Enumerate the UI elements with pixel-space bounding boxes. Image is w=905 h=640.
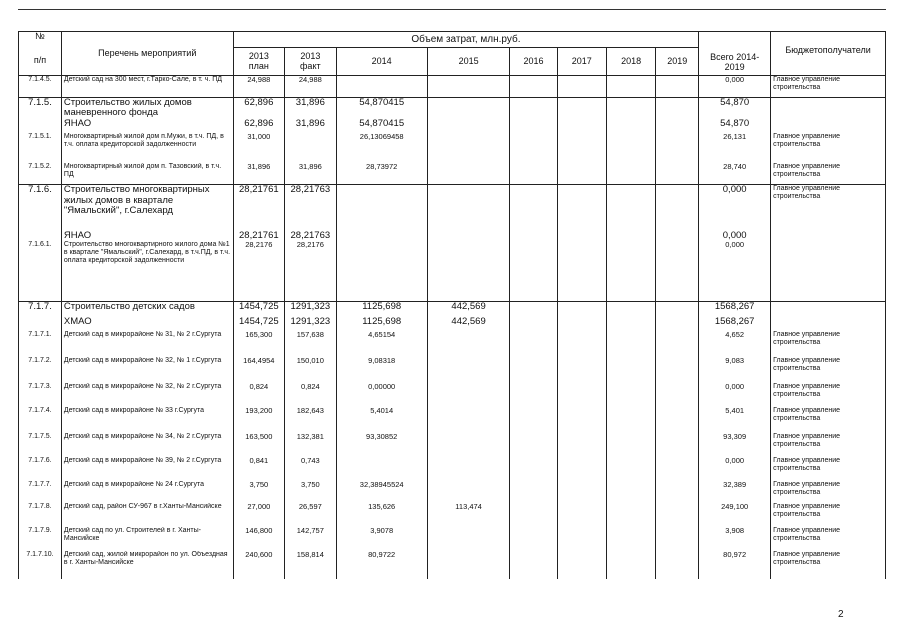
header-2013-plan: 2013 план (233, 48, 285, 76)
row-2014 (336, 457, 427, 481)
row-2013-plan: 1454,725 (233, 301, 285, 317)
row-2014: 135,626 (336, 503, 427, 527)
row-code: 7.1.7.4. (19, 407, 62, 433)
row-code: 7.1.7.9. (19, 527, 62, 551)
row-total: 93,309 (699, 433, 771, 457)
row-2016 (510, 357, 557, 383)
row-recipient (771, 241, 886, 301)
row-2014: 93,30852 (336, 433, 427, 457)
row-2015: 113,474 (427, 503, 510, 527)
row-2013-fact: 157,638 (285, 331, 337, 357)
row-2016 (510, 301, 557, 317)
row-2015 (427, 241, 510, 301)
header-2014: 2014 (336, 48, 427, 76)
row-2014 (336, 76, 427, 98)
row-code: 7.1.7.1. (19, 331, 62, 357)
header-num-bottom: п/п (33, 54, 47, 65)
table-row (19, 317, 886, 331)
row-total: 0,000 (699, 241, 771, 301)
row-recipient: Главное управление строительства (771, 481, 886, 503)
row-2016 (510, 231, 557, 241)
row-2018 (606, 433, 655, 457)
row-2016 (510, 407, 557, 433)
row-2014: 3,9078 (336, 527, 427, 551)
header-num-top: № (35, 31, 45, 41)
row-2013-plan: 240,600 (233, 551, 285, 579)
row-2016 (510, 119, 557, 133)
row-2018 (606, 551, 655, 579)
row-name: ХМАО (61, 317, 233, 331)
row-2019 (656, 76, 699, 98)
row-2014: 9,08318 (336, 357, 427, 383)
row-2016 (510, 98, 557, 119)
row-2016 (510, 317, 557, 331)
row-2013-fact: 24,988 (285, 76, 337, 98)
row-name: Детский сад в микрорайоне № 39, № 2 г.Сургута (61, 457, 233, 481)
row-2016 (510, 133, 557, 163)
row-total: 0,000 (699, 76, 771, 98)
row-2013-plan: 31,000 (233, 133, 285, 163)
row-2015 (427, 76, 510, 98)
row-2018 (606, 503, 655, 527)
row-2016 (510, 527, 557, 551)
row-name: Детский сад в микрорайоне № 32, № 2 г.Сургута (61, 383, 233, 407)
row-2017 (557, 357, 606, 383)
row-2016 (510, 503, 557, 527)
header-costs: Объем затрат, млн.руб. (233, 32, 699, 48)
row-name: Детский сад, район СУ-967 в г.Ханты-Мансийске (61, 503, 233, 527)
row-2017 (557, 481, 606, 503)
row-2017 (557, 503, 606, 527)
row-2014: 0,00000 (336, 383, 427, 407)
header-2018: 2018 (606, 48, 655, 76)
row-code: 7.1.7.5. (19, 433, 62, 457)
row-total: 249,100 (699, 503, 771, 527)
row-2014: 4,65154 (336, 331, 427, 357)
row-2017 (557, 301, 606, 317)
row-2013-fact: 132,381 (285, 433, 337, 457)
row-2019 (656, 407, 699, 433)
row-recipient: Главное управление строительства (771, 503, 886, 527)
row-2018 (606, 231, 655, 241)
row-2013-fact: 158,814 (285, 551, 337, 579)
row-total: 4,652 (699, 331, 771, 357)
row-2014 (336, 241, 427, 301)
row-2013-plan: 0,841 (233, 457, 285, 481)
row-2019 (656, 357, 699, 383)
row-2013-plan: 28,2176 (233, 241, 285, 301)
row-2017 (557, 185, 606, 231)
row-2018 (606, 163, 655, 185)
table-row (19, 163, 886, 185)
row-2013-plan: 27,000 (233, 503, 285, 527)
row-2018 (606, 457, 655, 481)
row-2018 (606, 357, 655, 383)
row-name: Строительство жилых домов маневренного фонда (61, 98, 233, 119)
row-code: 7.1.4.5. (19, 76, 62, 98)
row-code: 7.1.7.10. (19, 551, 62, 579)
row-2013-fact: 1291,323 (285, 317, 337, 331)
row-recipient: Главное управление строительства (771, 527, 886, 551)
row-2017 (557, 76, 606, 98)
row-2014: 28,73972 (336, 163, 427, 185)
row-2016 (510, 457, 557, 481)
row-recipient: Главное управление строительства (771, 457, 886, 481)
header-num (19, 32, 62, 76)
row-2017 (557, 527, 606, 551)
row-2018 (606, 407, 655, 433)
row-2014: 26,13069458 (336, 133, 427, 163)
row-total: 5,401 (699, 407, 771, 433)
row-2015 (427, 481, 510, 503)
row-total: 0,000 (699, 185, 771, 231)
row-recipient: Главное управление строительства (771, 433, 886, 457)
row-name: Детский сад, жилой микрорайон по ул. Объездная в г. Ханты-Мансийске (61, 551, 233, 579)
row-2018 (606, 241, 655, 301)
row-2019 (656, 119, 699, 133)
row-2013-fact: 1291,323 (285, 301, 337, 317)
row-2015: 442,569 (427, 301, 510, 317)
row-2019 (656, 331, 699, 357)
row-2016 (510, 551, 557, 579)
row-total: 32,389 (699, 481, 771, 503)
row-2014: 1125,698 (336, 301, 427, 317)
row-2019 (656, 503, 699, 527)
row-2016 (510, 76, 557, 98)
table-row (19, 76, 886, 98)
row-2017 (557, 457, 606, 481)
row-2019 (656, 133, 699, 163)
top-rule (18, 9, 886, 10)
row-2015 (427, 407, 510, 433)
row-2015 (427, 331, 510, 357)
row-2017 (557, 231, 606, 241)
header-total: Всего 2014-2019 (699, 32, 771, 76)
row-code: 7.1.6. (19, 185, 62, 231)
row-2017 (557, 119, 606, 133)
row-code (19, 317, 62, 331)
row-2013-plan: 62,896 (233, 119, 285, 133)
header-2015: 2015 (427, 48, 510, 76)
row-2017 (557, 407, 606, 433)
row-2013-fact: 31,896 (285, 163, 337, 185)
row-2013-plan: 28,21761 (233, 185, 285, 231)
row-2017 (557, 241, 606, 301)
row-code: 7.1.5.2. (19, 163, 62, 185)
row-2013-plan: 3,750 (233, 481, 285, 503)
row-code: 7.1.7.2. (19, 357, 62, 383)
row-2014: 80,9722 (336, 551, 427, 579)
row-2013-plan: 164,4954 (233, 357, 285, 383)
row-2015 (427, 383, 510, 407)
header-recipients: Бюджетополучатели (771, 32, 886, 76)
row-2019 (656, 301, 699, 317)
row-2014 (336, 185, 427, 231)
table-row (19, 433, 886, 457)
row-2017 (557, 331, 606, 357)
row-2013-plan: 193,200 (233, 407, 285, 433)
table-row (19, 527, 886, 551)
row-2015 (427, 163, 510, 185)
row-name: ЯНАО (61, 231, 233, 241)
row-code (19, 119, 62, 133)
row-2013-plan: 0,824 (233, 383, 285, 407)
header-2019: 2019 (656, 48, 699, 76)
row-total: 54,870 (699, 119, 771, 133)
row-2013-fact: 31,896 (285, 98, 337, 119)
row-2018 (606, 133, 655, 163)
row-recipient: Главное управление строительства (771, 163, 886, 185)
row-2013-plan: 31,896 (233, 163, 285, 185)
row-2013-plan: 146,800 (233, 527, 285, 551)
row-recipient: Главное управление строительства (771, 407, 886, 433)
table-row (19, 119, 886, 133)
row-2016 (510, 185, 557, 231)
table-row (19, 185, 886, 231)
row-2013-fact: 3,750 (285, 481, 337, 503)
row-2015 (427, 185, 510, 231)
row-code: 7.1.7.7. (19, 481, 62, 503)
header-2016: 2016 (510, 48, 557, 76)
row-2013-fact: 0,824 (285, 383, 337, 407)
row-name: Многоквартирный жилой дом п.Мужи, в т.ч. ПД, в т.ч. оплата кредиторской задолженности (61, 133, 233, 163)
row-name: Детский сад в микрорайоне № 31, № 2 г.Сургута (61, 331, 233, 357)
row-2016 (510, 331, 557, 357)
row-2016 (510, 163, 557, 185)
row-2015 (427, 133, 510, 163)
row-recipient: Главное управление строительства (771, 331, 886, 357)
row-2018 (606, 317, 655, 331)
row-2015 (427, 527, 510, 551)
row-2019 (656, 481, 699, 503)
row-total: 54,870 (699, 98, 771, 119)
row-2015 (427, 98, 510, 119)
row-2019 (656, 383, 699, 407)
row-recipient: Главное управление строительства (771, 185, 886, 231)
row-2019 (656, 433, 699, 457)
row-2013-fact: 26,597 (285, 503, 337, 527)
row-2015 (427, 457, 510, 481)
row-recipient (771, 301, 886, 317)
row-2014: 54,870415 (336, 119, 427, 133)
row-name: Многоквартирный жилой дом п. Тазовский, в т.ч. ПД (61, 163, 233, 185)
table-row (19, 503, 886, 527)
table-row (19, 301, 886, 317)
table-row (19, 383, 886, 407)
row-2013-plan: 1454,725 (233, 317, 285, 331)
row-2018 (606, 301, 655, 317)
row-code: 7.1.7.6. (19, 457, 62, 481)
row-2019 (656, 163, 699, 185)
table-row (19, 481, 886, 503)
row-2017 (557, 317, 606, 331)
table-row (19, 457, 886, 481)
row-name: Детский сад в микрорайоне № 33 г.Сургута (61, 407, 233, 433)
row-2014: 5,4014 (336, 407, 427, 433)
row-total: 28,740 (699, 163, 771, 185)
header-2013-fact: 2013 факт (285, 48, 337, 76)
row-2017 (557, 433, 606, 457)
row-total: 3,908 (699, 527, 771, 551)
row-2013-plan: 163,500 (233, 433, 285, 457)
row-2014 (336, 231, 427, 241)
table-row (19, 357, 886, 383)
header-activities: Перечень мероприятий (61, 32, 233, 76)
table-row (19, 231, 886, 241)
row-2018 (606, 331, 655, 357)
table-header (19, 32, 886, 76)
row-name: Детский сад в микрорайоне № 32, № 1 г.Сургута (61, 357, 233, 383)
row-name: Строительство многоквартирного жилого дома №1 в квартале "Ямальский", г.Салехард, в т.ч.ПД, в т.ч. оплата кредиторской задолженности (61, 241, 233, 301)
row-2013-plan: 28,21761 (233, 231, 285, 241)
row-total: 9,083 (699, 357, 771, 383)
row-recipient: Главное управление строительства (771, 551, 886, 579)
row-2014: 32,38945524 (336, 481, 427, 503)
table-row (19, 133, 886, 163)
row-2015 (427, 231, 510, 241)
row-2015: 442,569 (427, 317, 510, 331)
row-2013-fact: 28,2176 (285, 241, 337, 301)
row-total: 80,972 (699, 551, 771, 579)
row-recipient: Главное управление строительства (771, 133, 886, 163)
row-2014: 54,870415 (336, 98, 427, 119)
row-2018 (606, 383, 655, 407)
table-row (19, 407, 886, 433)
row-2016 (510, 481, 557, 503)
row-2018 (606, 481, 655, 503)
table-row (19, 331, 886, 357)
row-2013-fact: 28,21763 (285, 231, 337, 241)
row-name: ЯНАО (61, 119, 233, 133)
row-total: 0,000 (699, 457, 771, 481)
row-2013-fact: 150,010 (285, 357, 337, 383)
row-code: 7.1.7.8. (19, 503, 62, 527)
row-2013-fact: 142,757 (285, 527, 337, 551)
row-code: 7.1.5.1. (19, 133, 62, 163)
row-2013-plan: 62,896 (233, 98, 285, 119)
row-2018 (606, 119, 655, 133)
row-2013-fact: 0,743 (285, 457, 337, 481)
header-2017: 2017 (557, 48, 606, 76)
row-2019 (656, 527, 699, 551)
row-code (19, 231, 62, 241)
row-code: 7.1.7.3. (19, 383, 62, 407)
row-2019 (656, 241, 699, 301)
page-number: 2 (838, 609, 844, 620)
row-2013-fact: 28,21763 (285, 185, 337, 231)
row-recipient (771, 119, 886, 133)
row-2015 (427, 433, 510, 457)
row-name: Детский сад в микрорайоне № 34, № 2 г.Сургута (61, 433, 233, 457)
row-2016 (510, 433, 557, 457)
row-2019 (656, 457, 699, 481)
row-name: Строительство детских садов (61, 301, 233, 317)
row-2016 (510, 241, 557, 301)
row-2018 (606, 527, 655, 551)
row-total: 26,131 (699, 133, 771, 163)
row-recipient (771, 231, 886, 241)
row-recipient: Главное управление строительства (771, 357, 886, 383)
row-2014: 1125,698 (336, 317, 427, 331)
row-2019 (656, 185, 699, 231)
row-total: 1568,267 (699, 317, 771, 331)
table-row (19, 241, 886, 301)
costs-table (18, 31, 886, 579)
row-2016 (510, 383, 557, 407)
row-2017 (557, 133, 606, 163)
row-2013-fact (285, 133, 337, 163)
row-recipient (771, 317, 886, 331)
row-recipient: Главное управление строительства (771, 383, 886, 407)
row-recipient: Главное управление строительства (771, 76, 886, 98)
row-code: 7.1.6.1. (19, 241, 62, 301)
row-2013-fact: 31,896 (285, 119, 337, 133)
table-body (19, 76, 886, 580)
row-2013-plan: 165,300 (233, 331, 285, 357)
row-2017 (557, 163, 606, 185)
row-name: Детский сад в микрорайоне № 24 г.Сургута (61, 481, 233, 503)
row-code: 7.1.5. (19, 98, 62, 119)
table-row (19, 551, 886, 579)
row-2019 (656, 98, 699, 119)
row-total: 0,000 (699, 383, 771, 407)
row-2015 (427, 119, 510, 133)
row-2017 (557, 383, 606, 407)
row-2018 (606, 185, 655, 231)
row-name: Строительство многоквартирных жилых домов в квартале "Ямальский", г.Салехард (61, 185, 233, 231)
row-total: 1568,267 (699, 301, 771, 317)
row-2018 (606, 98, 655, 119)
row-2019 (656, 317, 699, 331)
row-recipient (771, 98, 886, 119)
row-code: 7.1.7. (19, 301, 62, 317)
row-2019 (656, 231, 699, 241)
row-total: 0,000 (699, 231, 771, 241)
row-2017 (557, 98, 606, 119)
row-2019 (656, 551, 699, 579)
row-2018 (606, 76, 655, 98)
row-name: Детский сад на 300 мест, г.Тарко-Сале, в т. ч. ПД (61, 76, 233, 98)
row-2013-plan: 24,988 (233, 76, 285, 98)
row-2013-fact: 182,643 (285, 407, 337, 433)
row-2017 (557, 551, 606, 579)
row-2015 (427, 357, 510, 383)
table-row (19, 98, 886, 119)
row-2015 (427, 551, 510, 579)
row-name: Детский сад по ул. Строителей в г. Ханты-Мансийске (61, 527, 233, 551)
